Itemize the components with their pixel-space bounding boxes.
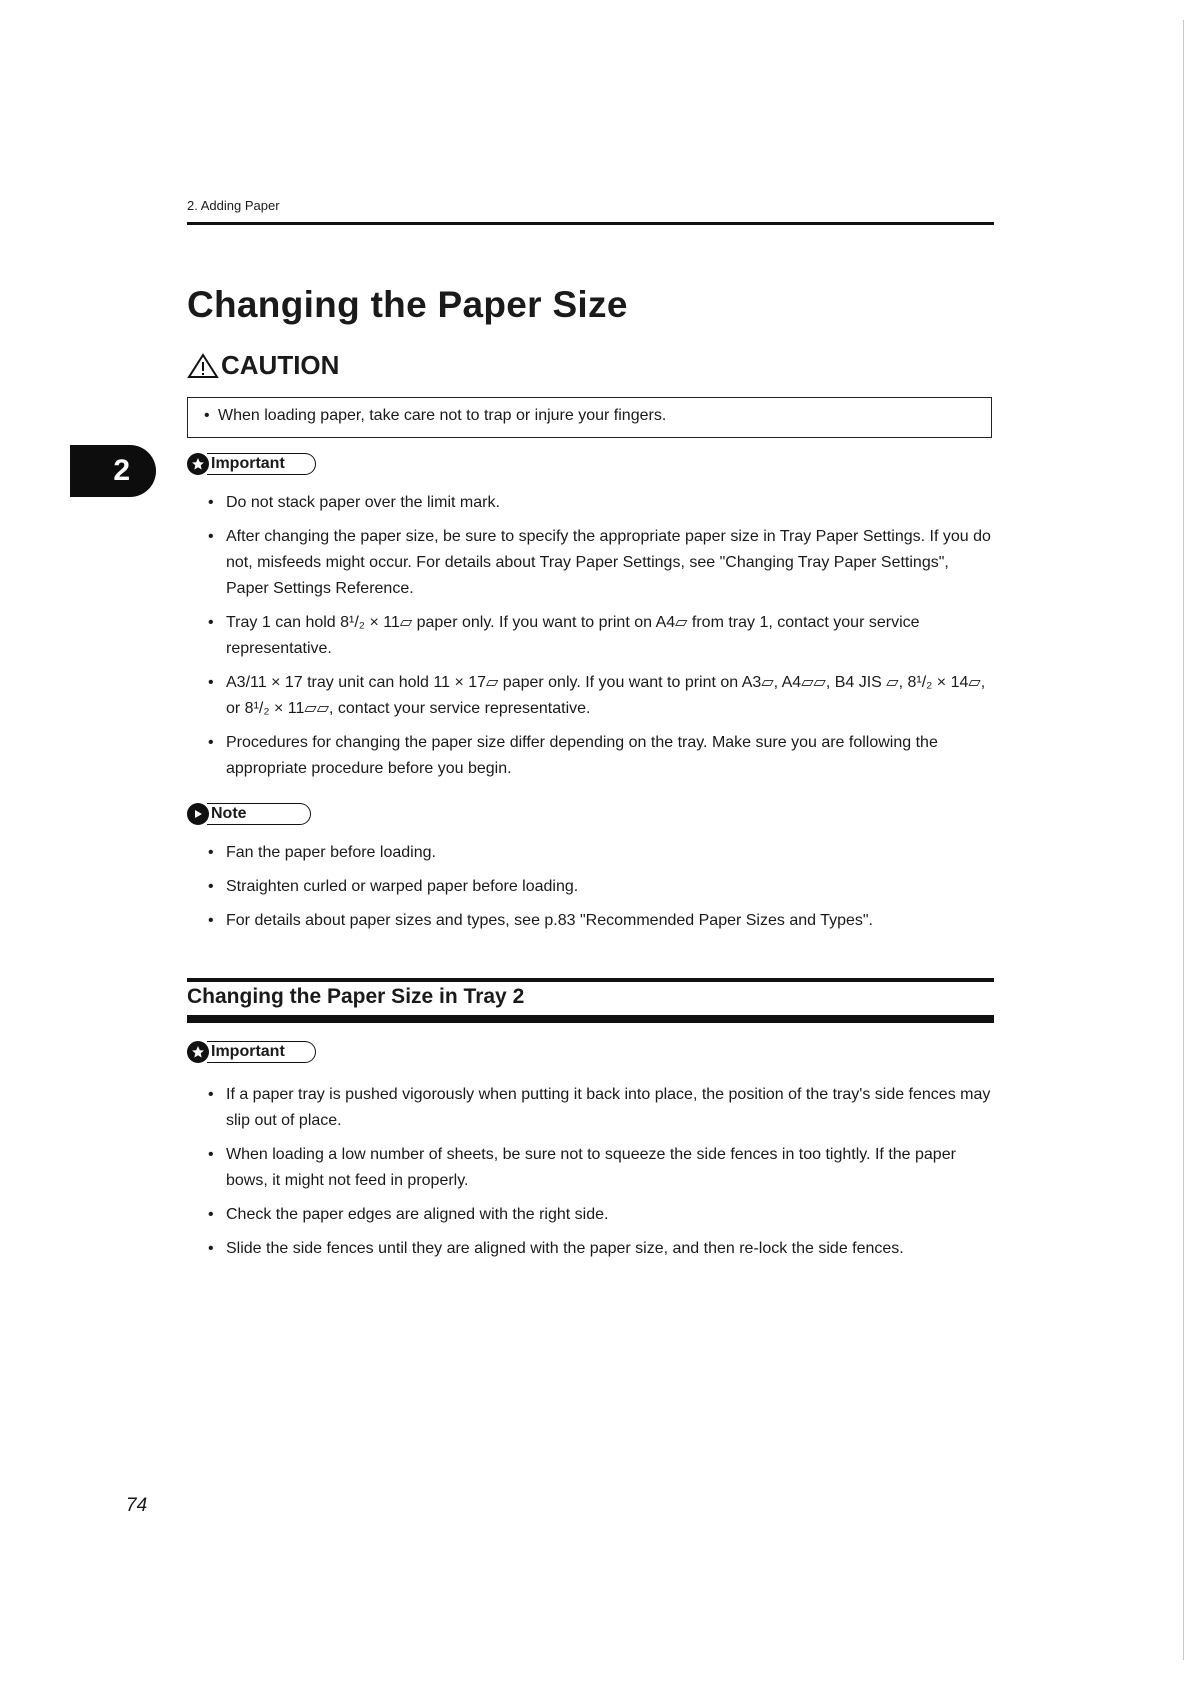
important-tag — [187, 1040, 316, 1064]
list-item: • Procedures for changing the paper size differ depending on the tray. Make sure you are following the appropriate procedure before you begin. — [205, 730, 995, 782]
important-star-icon — [187, 1041, 209, 1063]
list-item: • A3/11 × 17 tray unit can hold 11 × 17▱ paper only. If you want to print on A3▱, A4▱▱, B4 JIS ▱, 8¹/₂ × 14▱, or 8¹/₂ × 11▱▱, contact your service representative. — [205, 670, 995, 722]
important-star-icon — [187, 453, 209, 475]
page-title: Changing the Paper Size — [187, 284, 628, 325]
running-header: 2. Adding Paper — [187, 198, 280, 213]
note-label: Note — [207, 803, 311, 825]
section-rule-top — [187, 978, 994, 982]
list-item: • For details about paper sizes and types, see p.83 "Recommended Paper Sizes and Types". — [205, 908, 995, 934]
note-tag — [187, 802, 311, 826]
page-edge-line — [1183, 20, 1184, 1660]
important-label: Important — [207, 453, 316, 475]
list-item: • Straighten curled or warped paper before loading. — [205, 874, 995, 900]
important-label: Important — [207, 1041, 316, 1063]
note-arrow-icon — [187, 803, 209, 825]
section-rule-bottom — [187, 1015, 994, 1023]
list-item: • Fan the paper before loading. — [205, 840, 995, 866]
list-item: • Do not stack paper over the limit mark. — [205, 490, 995, 516]
list-item: • Slide the side fences until they are aligned with the paper size, and then re-lock the side fences. — [205, 1236, 995, 1262]
list-item: • After changing the paper size, be sure to specify the appropriate paper size in Tray Paper Settings. If you do not, misfeeds might occur. For details about Tray Paper Settings, see "Changing Tray Paper Settings", Paper Settings Reference. — [205, 524, 995, 602]
caution-heading — [187, 350, 339, 381]
chapter-number: 2 — [113, 454, 130, 487]
header-rule — [187, 222, 994, 225]
caution-box — [187, 397, 992, 438]
chapter-tab — [70, 445, 156, 497]
important-list — [205, 490, 995, 790]
page-number: 74 — [126, 1495, 148, 1516]
note-list — [205, 840, 995, 942]
section-title: Changing the Paper Size in Tray 2 — [187, 985, 525, 1008]
list-item: • Tray 1 can hold 8¹/₂ × 11▱ paper only. If you want to print on A4▱ from tray 1, contact your service representative. — [205, 610, 995, 662]
important-tag — [187, 452, 316, 476]
list-item: • Check the paper edges are aligned with the right side. — [205, 1202, 995, 1228]
caution-label: CAUTION — [221, 350, 340, 380]
caution-item: • When loading paper, take care not to trap or injure your fingers. — [218, 407, 666, 425]
list-item: • If a paper tray is pushed vigorously when putting it back into place, the position of the tray's side fences may slip out of place. — [205, 1082, 995, 1134]
important-list-tray2 — [205, 1082, 995, 1270]
warning-triangle-icon — [187, 353, 219, 379]
list-item: • When loading a low number of sheets, be sure not to squeeze the side fences in too tightly. If the paper bows, it might not feed in properly. — [205, 1142, 995, 1194]
